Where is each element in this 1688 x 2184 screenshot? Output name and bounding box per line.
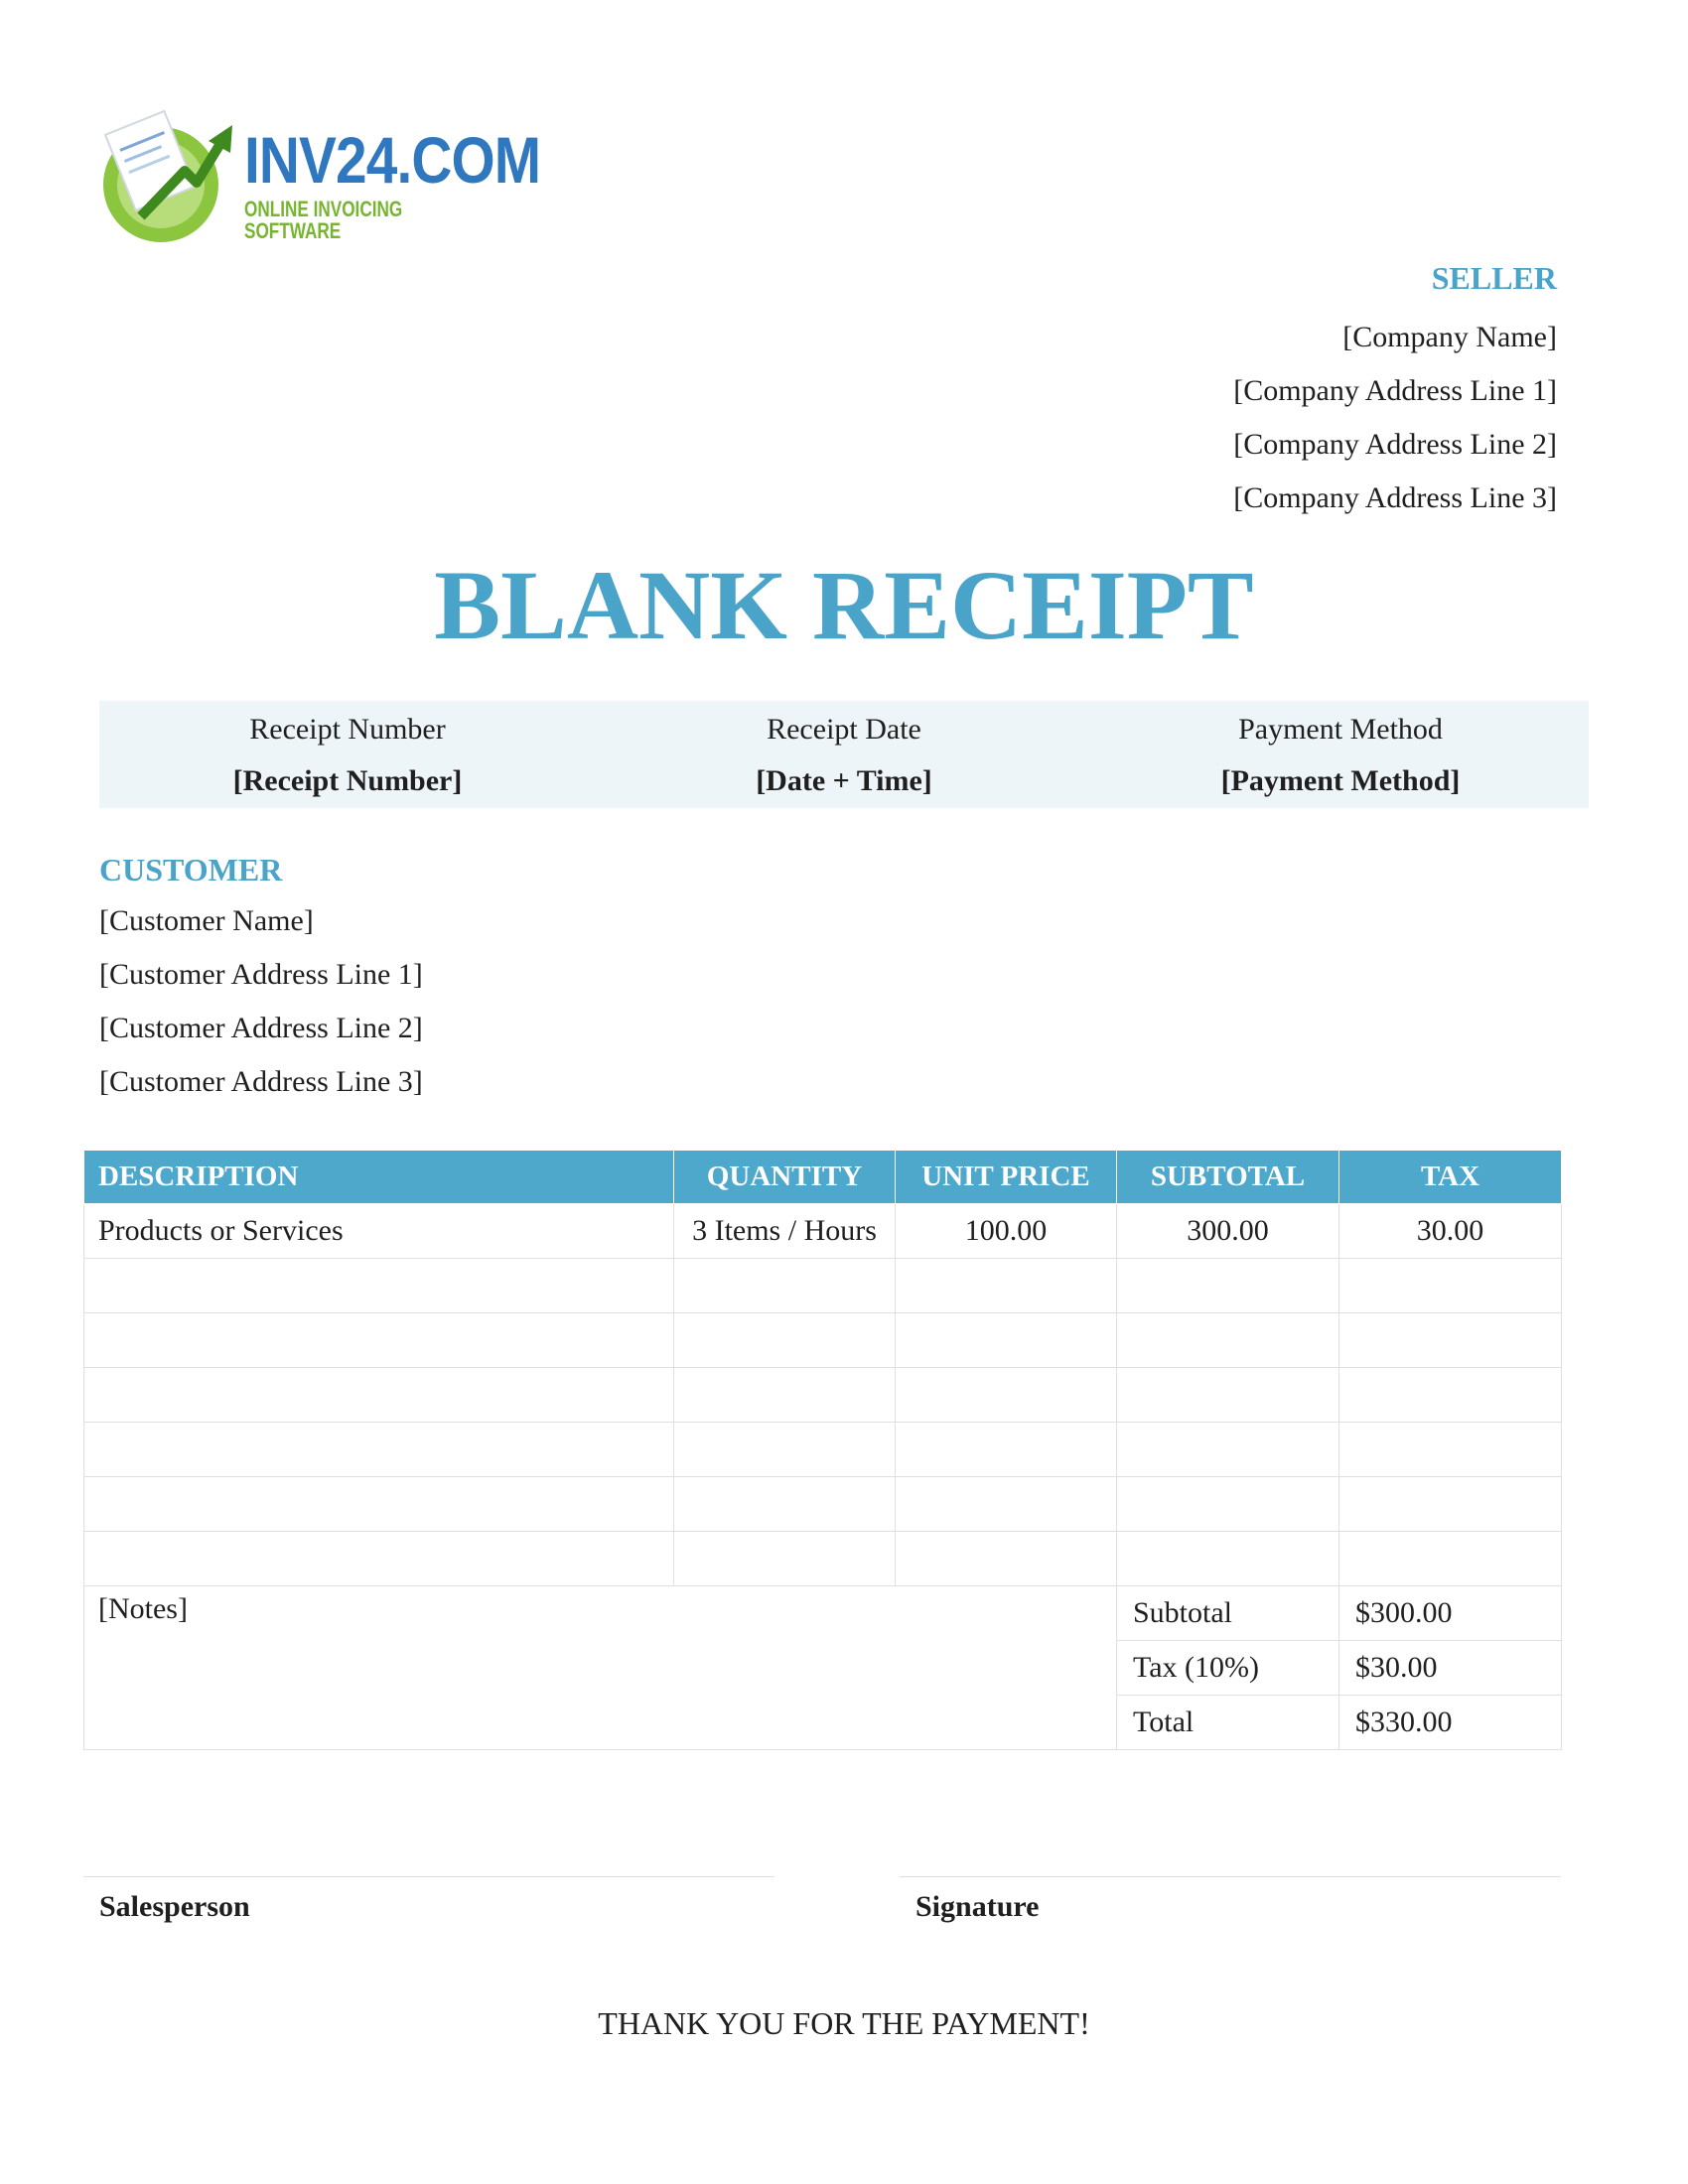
- item-tax: 30.00: [1339, 1204, 1562, 1259]
- meta-receipt-number: [99, 701, 596, 808]
- header-quantity: QUANTITY: [674, 1151, 896, 1204]
- table-row-empty: [84, 1313, 1562, 1368]
- seller-title: SELLER: [1431, 260, 1557, 296]
- logo-name: INV24.COM: [244, 123, 541, 197]
- signature-line: [900, 1876, 1561, 1877]
- salesperson-line: [83, 1876, 774, 1877]
- table-row: [84, 1204, 1562, 1259]
- summary-label: Tax (10%): [1117, 1641, 1339, 1696]
- item-quantity: 3 Items / Hours: [674, 1204, 896, 1259]
- customer-address-line-3: [Customer Address Line 3]: [99, 1065, 423, 1098]
- customer-address-line-2: [Customer Address Line 2]: [99, 1012, 423, 1044]
- meta-receipt-date: [596, 701, 1092, 808]
- meta-label: Receipt Number: [249, 713, 446, 746]
- company-logo: [99, 107, 541, 246]
- seller-address-line-1: [Company Address Line 1]: [1233, 374, 1557, 407]
- salesperson-label: Salesperson: [99, 1890, 250, 1923]
- customer-address-line-1: [Customer Address Line 1]: [99, 958, 423, 991]
- header-subtotal: SUBTOTAL: [1117, 1151, 1339, 1204]
- items-table: [83, 1150, 1562, 1750]
- meta-label: Receipt Date: [767, 713, 921, 746]
- table-row-empty: [84, 1368, 1562, 1423]
- receipt-meta-band: [99, 701, 1589, 808]
- meta-value: [Receipt Number]: [232, 764, 463, 797]
- customer-name: [Customer Name]: [99, 904, 314, 937]
- thank-you-message: THANK YOU FOR THE PAYMENT!: [598, 2005, 1090, 2041]
- item-subtotal: 300.00: [1117, 1204, 1339, 1259]
- summary-label: Subtotal: [1117, 1586, 1339, 1641]
- table-row-empty: [84, 1423, 1562, 1477]
- meta-value: [Date + Time]: [756, 764, 932, 797]
- meta-label: Payment Method: [1238, 713, 1443, 746]
- table-header-row: [84, 1151, 1562, 1204]
- logo-tagline: ONLINE INVOICING SOFTWARE: [244, 197, 403, 243]
- summary-value: $30.00: [1339, 1641, 1562, 1696]
- customer-title: CUSTOMER: [99, 852, 283, 887]
- summary-row-subtotal: [84, 1586, 1562, 1641]
- signature-label: Signature: [915, 1890, 1040, 1923]
- seller-company-name: [Company Name]: [1342, 321, 1557, 353]
- customer-block: [99, 852, 423, 1109]
- item-description: Products or Services: [84, 1204, 674, 1259]
- table-row-empty: [84, 1259, 1562, 1313]
- header-unit-price: UNIT PRICE: [896, 1151, 1117, 1204]
- document-title: BLANK RECEIPT: [434, 550, 1254, 660]
- logo-emblem-icon: [99, 107, 238, 246]
- item-unit-price: 100.00: [896, 1204, 1117, 1259]
- header-description: DESCRIPTION: [84, 1151, 674, 1204]
- meta-value: [Payment Method]: [1220, 764, 1461, 797]
- table-row-empty: [84, 1532, 1562, 1586]
- summary-label: Total: [1117, 1696, 1339, 1750]
- seller-address-line-2: [Company Address Line 2]: [1233, 428, 1557, 461]
- notes-cell: [Notes]: [84, 1586, 1117, 1750]
- seller-block: [1233, 260, 1557, 525]
- seller-address-line-3: [Company Address Line 3]: [1233, 481, 1557, 514]
- table-row-empty: [84, 1477, 1562, 1532]
- summary-value: $330.00: [1339, 1696, 1562, 1750]
- header-tax: TAX: [1339, 1151, 1562, 1204]
- summary-value: $300.00: [1339, 1586, 1562, 1641]
- meta-payment-method: [1092, 701, 1589, 808]
